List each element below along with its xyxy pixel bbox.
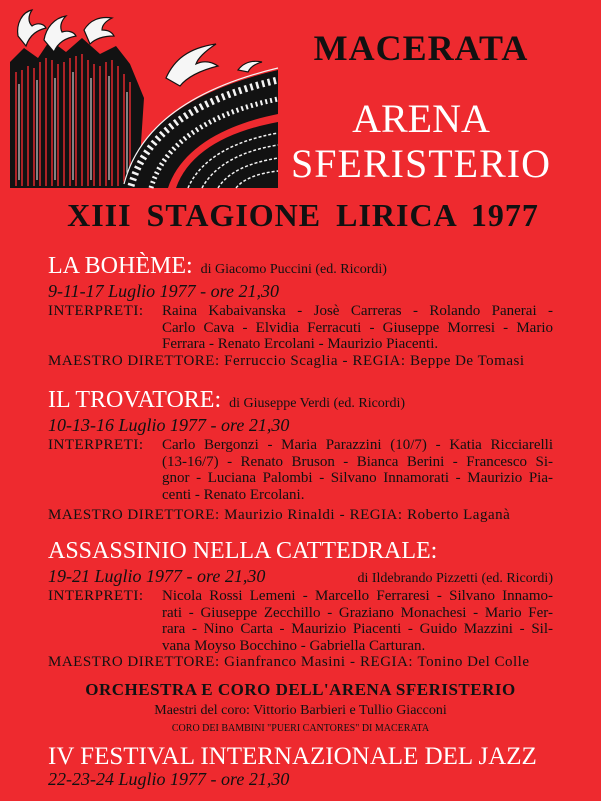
credits-line — [48, 353, 553, 370]
conductor-label: MAESTRO DIRETTORE: — [48, 654, 220, 670]
cast-line: vana Moyso Bocchino - Gabriella Carturan. — [162, 637, 426, 654]
cast-line: rara - Nino Carta - Maurizio Piacenti - Guido Mazzini - Sil- — [162, 621, 553, 637]
opera-title-row — [48, 251, 553, 281]
cast-line: rati - Giuseppe Zecchillo - Graziano Monachesi - Mario Fer- — [162, 604, 553, 621]
city-title: MACERATA — [313, 28, 529, 68]
cast-line: Nicola Rossi Lemeni - Marcello Ferraresi - Silvano Innamo- — [162, 588, 553, 604]
cast-line: Ferrara - Renato Ercolani - Maurizio Piacenti. — [162, 336, 439, 352]
cast-list — [162, 437, 553, 503]
cast-line: Carlo Bergonzi - Maria Parazzini (10/7) - Katia Ricciarelli — [162, 437, 553, 453]
cast-line: Raina Kabaivanska - Josè Carreras - Rolando Panerai - — [162, 303, 553, 319]
director-label: REGIA: — [349, 507, 403, 523]
opera-title: IL TROVATORE: — [48, 387, 222, 413]
opera-trovatore — [48, 385, 553, 524]
opera-assassinio — [48, 536, 553, 671]
jazz-festival-title: IV FESTIVAL INTERNAZIONALE DEL JAZZ — [48, 743, 537, 770]
children-chorus: CORO DEI BAMBINI "PUERI CANTORES" DI MACERATA — [171, 723, 430, 734]
orchestra-title: ORCHESTRA E CORO DELL'ARENA SFERISTERIO — [85, 680, 516, 699]
director-label: REGIA: — [360, 654, 414, 670]
opera-title-row — [48, 536, 553, 566]
conductor-name: Maurizio Rinaldi — [224, 507, 336, 523]
director-name: Tonino Del Colle — [417, 654, 530, 670]
opera-dates: 10-13-16 Luglio 1977 - ore 21,30 — [48, 415, 290, 435]
cast-line: (13-16/7) - Renato Bruson - Bianca Berini - Francesco Si- — [162, 453, 553, 470]
cast-list — [162, 303, 553, 353]
credits-line — [48, 654, 553, 671]
opera-composer: di Ildebrando Pizzetti (ed. Ricordi) — [357, 571, 553, 586]
season-title: XIII STAGIONE LIRICA 1977 — [67, 197, 539, 233]
venue-title-line1: ARENA — [352, 96, 490, 141]
opera-title-row — [48, 385, 553, 415]
cast-line: gnor - Luciana Palombi - Silvano Innamorati - Maurizio Pia- — [162, 470, 553, 486]
jazz-festival-dates: 22-23-24 Luglio 1977 - ore 21,30 — [48, 769, 290, 789]
cast-block — [48, 588, 553, 654]
conductor-name: Ferruccio Scaglia — [224, 352, 339, 369]
poster-illustration — [4, 0, 280, 190]
opera-composer: di Giacomo Puccini (ed. Ricordi) — [200, 262, 387, 277]
conductor-label: MAESTRO DIRETTORE: — [48, 352, 220, 369]
cast-label: INTERPRETI: — [48, 303, 144, 319]
opera-composer: di Giuseppe Verdi (ed. Ricordi) — [229, 396, 406, 411]
opera-dates-row — [48, 281, 553, 301]
opera-title: ASSASSINIO NELLA CATTEDRALE: — [48, 538, 438, 564]
cast-line: centi - Renato Ercolani. — [162, 486, 305, 503]
director-name: Roberto Laganà — [407, 507, 511, 523]
cast-block — [48, 303, 553, 353]
opera-title: LA BOHÈME: — [48, 253, 193, 279]
credits-line — [48, 507, 553, 524]
cast-block — [48, 437, 553, 503]
cast-list — [162, 588, 553, 654]
opera-dates-row — [48, 566, 553, 586]
cast-label: INTERPRETI: — [48, 437, 144, 453]
director-label: REGIA: — [352, 352, 406, 369]
conductor-name: Gianfranco Masini — [224, 654, 346, 670]
opera-dates: 19-21 Luglio 1977 - ore 21,30 — [48, 566, 266, 586]
cast-line: Carlo Cava - Elvidia Ferracuti - Giuseppe Morresi - Mario — [162, 319, 553, 336]
opera-boheme — [48, 251, 553, 369]
conductor-label: MAESTRO DIRETTORE: — [48, 507, 220, 523]
chorus-masters: Maestri del coro: Vittorio Barbieri e Tullio Giacconi — [154, 703, 447, 718]
opera-dates: 9-11-17 Luglio 1977 - ore 21,30 — [48, 281, 279, 301]
opera-dates-row — [48, 415, 553, 435]
cast-label: INTERPRETI: — [48, 588, 144, 604]
credits-separator: - — [342, 352, 349, 369]
credits-separator: - — [350, 654, 356, 670]
venue-title-line2: SFERISTERIO — [291, 141, 551, 186]
director-name: Beppe De Tomasi — [410, 352, 525, 369]
credits-separator: - — [339, 507, 346, 523]
